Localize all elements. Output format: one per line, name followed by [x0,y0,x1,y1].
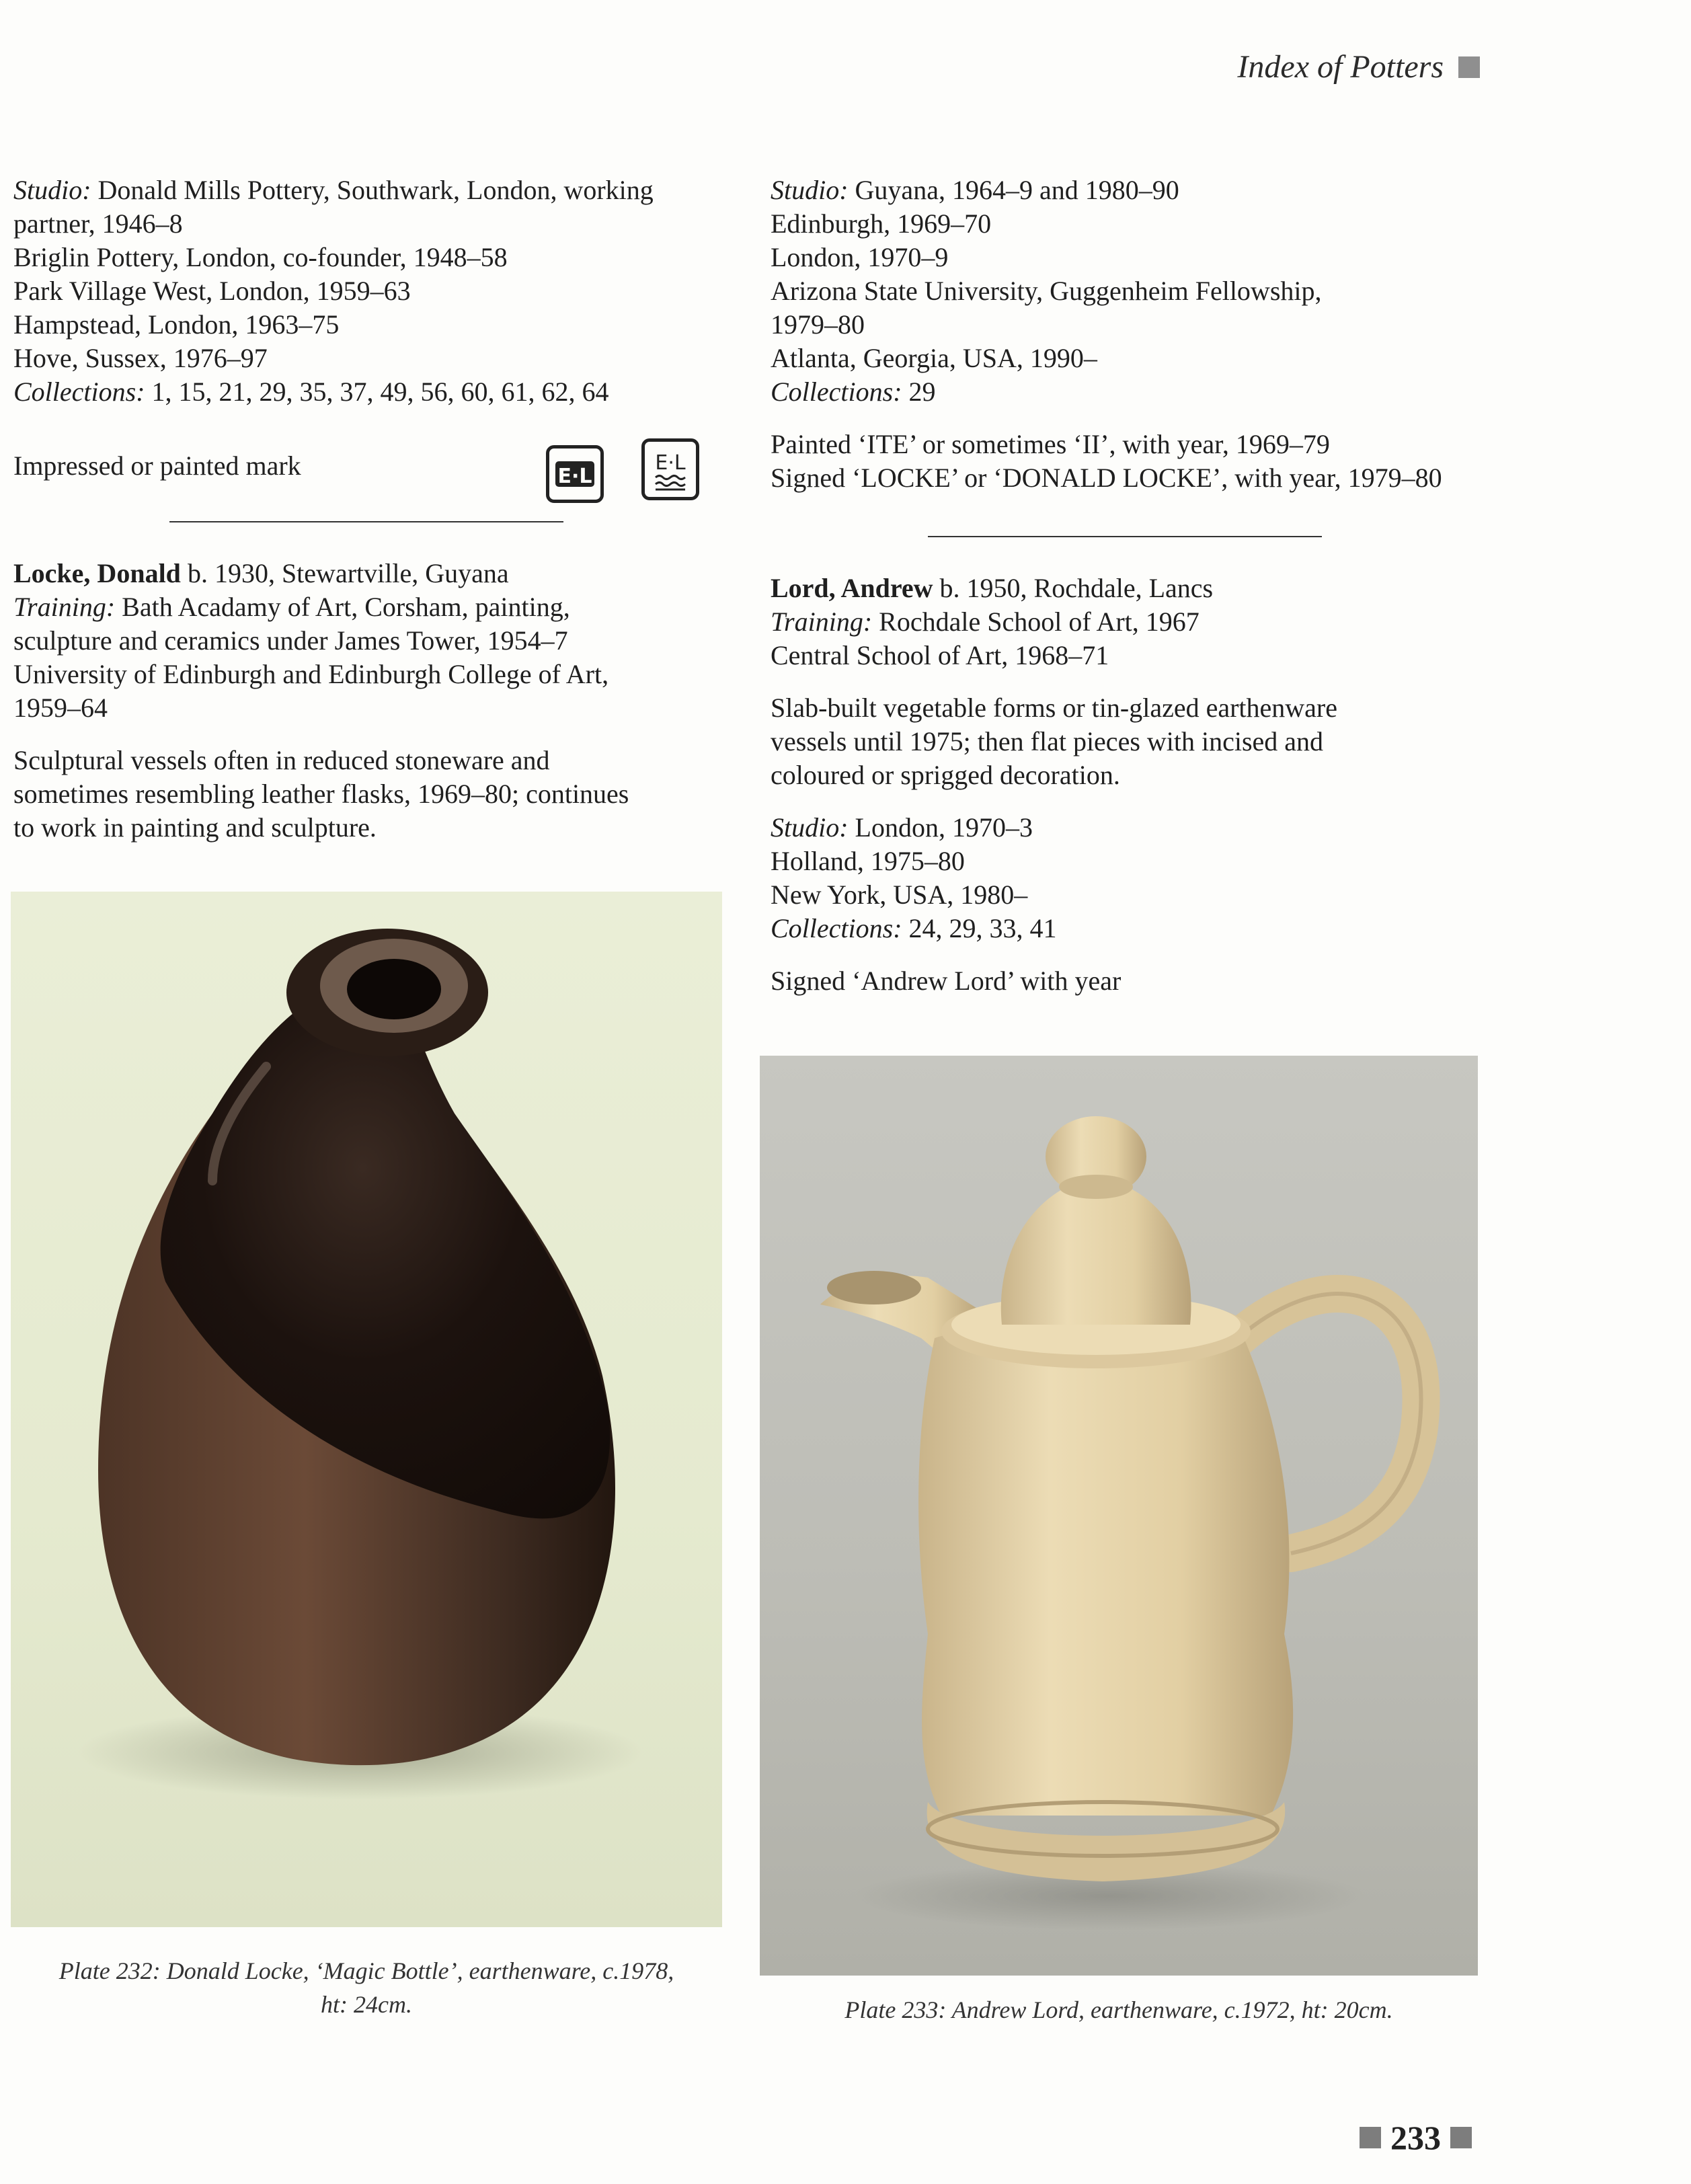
page-number: 233 [1360,2118,1472,2157]
header-square-icon [1458,56,1480,78]
entry-locke: Locke, Donald b. 1930, Stewartville, Guyana Training: Bath Acadamy of Art, Corsham, painting, sculpture and ceramics under James Tower, 1954–7 University of Edinburgh and Edinburgh College of Art, 1959–64 Sculptural vessels often in reduced stoneware and sometimes resembling leather flasks, 1969–80; continues to work in painting and sculpture. [13,557,733,845]
potter-name-lord: Lord, Andrew [771,573,933,603]
locke-mark-signed: Signed ‘LOCKE’ or ‘DONALD LOCKE’, with year, 1979–80 [771,463,1442,493]
svg-text:E·L: E·L [557,465,592,488]
header-title: Index of Potters [1237,49,1444,85]
caption-plate-233: Plate 233: Andrew Lord, earthenware, c.1972, ht: 20cm. [844,1996,1393,2023]
mark-text: Impressed or painted mark [13,451,301,481]
lord-description: Slab-built vegetable forms or tin-glazed earthenware [771,693,1337,723]
page-square-icon-right [1450,2127,1472,2148]
svg-text:E·L: E·L [655,451,686,475]
locke-mark-painted: Painted ‘ITE’ or sometimes ‘II’, with year, 1969–79 [771,429,1330,459]
page-square-icon-left [1360,2127,1381,2148]
caption-plate-232: Plate 232: Donald Locke, ‘Magic Bottle’, earthenware, c.1978, ht: 24cm. [58,1957,674,2018]
potter-name-locke: Locke, Donald [13,558,181,588]
painted-mark-icon [641,438,699,500]
impressed-mark-icon [546,445,604,503]
divider-left [169,521,563,522]
running-header [1237,48,1480,85]
plate-232-photo [11,892,722,1927]
entry-lord: Lord, Andrew b. 1950, Rochdale, Lancs Training: Rochdale School of Art, 1967 Central School of Art, 1968–71 Slab-built vegetable forms or tin-glazed earthenware vessels until 1975; then flat pieces with incised and coloured or sprigged decoration. Studio: London, 1970–3 Holland, 1975–80 New York, USA, 1980– Collections: 24, 29, 33, 41 Signed ‘Andrew Lord’ with year [771,572,1510,998]
plate-233-photo [760,1056,1478,1976]
right-studio-block: Studio: Guyana, 1964–9 and 1980–90 Edinburgh, 1969–70 London, 1970–9 Arizona State University, Guggenheim Fellowship, 1979–80 Atlanta, Georgia, USA, 1990– Collections: 29 Painted ‘ITE’ or sometimes ‘II’, with year, 1969–79 Signed ‘LOCKE’ or ‘DONALD LOCKE’, with year, 1979–80 [771,173,1510,495]
lord-signature-note: Signed ‘Andrew Lord’ with year [771,966,1122,996]
divider-right [928,536,1322,537]
locke-description: Sculptural vessels often in reduced stoneware and [13,745,550,775]
left-studio-block: Studio: Donald Mills Pottery, Southwark, London, working partner, 1946–8 Briglin Pottery, London, co-founder, 1948–58 Park Village West, London, 1959–63 Hampstead, London, 1963–75 Hove, Sussex, 1976–97 Collections: 1, 15, 21, 29, 35, 37, 49, 56, 60, 61, 62, 64 [13,175,654,407]
